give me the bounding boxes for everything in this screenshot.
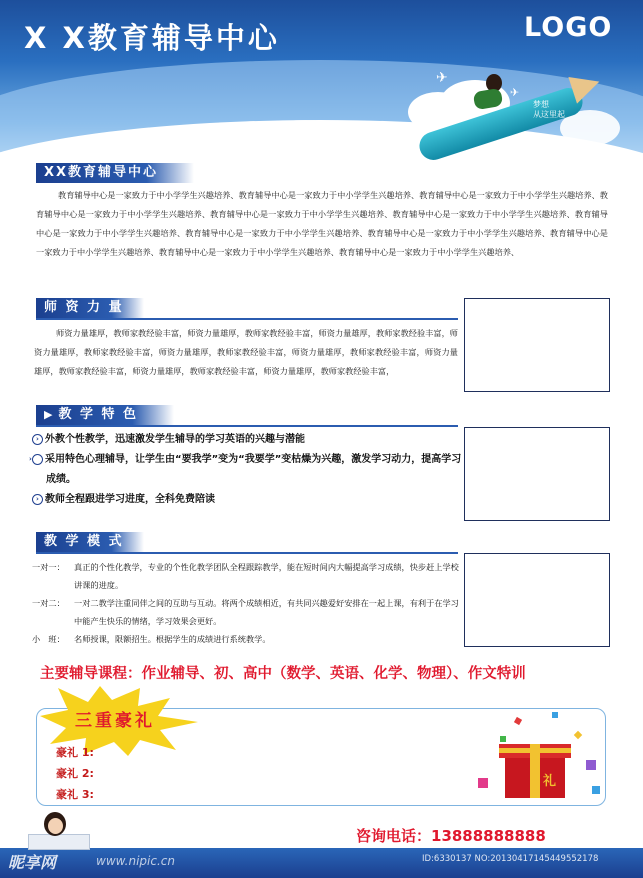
image-id-text: ID:6330137 NO:20130417145449552178 bbox=[422, 854, 599, 864]
arrow-circle-icon: › bbox=[32, 494, 43, 505]
photo-placeholder bbox=[464, 553, 610, 647]
teachers-text: 师资力量雄厚，教师家教经验丰富，师资力量雄厚，教师家教经验丰富，师资力量雄厚，教师家教经验丰富，师资力量雄厚，教师家教经验丰富，师资力量雄厚，教师家教经验丰富，师资力量雄厚，教师家教经验丰富，师资力量雄厚，教师家教经验丰富，师资力量雄厚，教师家教经验丰富，师资力量雄厚，教师家教经验丰富， bbox=[34, 328, 458, 376]
slogan: 梦想 从这里起 bbox=[533, 100, 565, 119]
list-item: 豪礼 3: bbox=[56, 788, 94, 801]
modes-heading: 教 学 模 式 bbox=[36, 532, 144, 552]
teachers-heading: 师 资 力 量 bbox=[36, 298, 144, 318]
intro-heading: XX教育辅导中心 bbox=[36, 163, 194, 183]
list-item: › 外教个性教学，迅速激发学生辅导的学习英语的兴趣与潜能 bbox=[32, 430, 464, 450]
arrow-circle-icon: › bbox=[32, 454, 43, 465]
features-list bbox=[29, 430, 464, 510]
arrow-circle-icon: › bbox=[32, 434, 43, 445]
page-title: X X教育辅导中心 bbox=[24, 21, 280, 55]
gift-title: 三重豪礼 bbox=[75, 711, 155, 731]
gift-char: 礼 bbox=[543, 774, 557, 789]
list-item: 小 班： 名师授课，限额招生。根据学生的成绩进行系统教学。 bbox=[32, 634, 271, 644]
photo-placeholder bbox=[464, 298, 610, 392]
features-heading: ▶ 教 学 特 色 bbox=[36, 405, 174, 425]
reading-girl-illustration bbox=[28, 834, 90, 850]
bird-icon: ✈ bbox=[510, 86, 520, 99]
bird-icon: ✈ bbox=[436, 70, 448, 86]
courses-line: 主要辅导课程：作业辅导、初、高中（数学、英语、化学、物理）、作文特训 bbox=[40, 666, 526, 682]
intro-text: 教育辅导中心是一家致力于中小学学生兴趣培养、教育辅导中心是一家致力于中小学学生兴趣培养、教育辅导中心是一家致力于中小学学生兴趣培养、教育辅导中心是一家致力于中小学学生兴趣培养、教育辅导中心是一家致力于中小学学生兴趣培养、教育辅导中心是一家致力于中小学学生兴趣培养、教育辅导中心是一家致力于中小学学生兴趣培养、教育辅导中心是一家致力于中小学学生兴趣培养、教育辅导中心是一家致力于中小学学生兴趣培养、教育辅导中心是一家致力于中小学学生兴趣培养、教育辅导中心是一家致力于中小学学生兴趣培养、教育辅导中心是一家致力于中小学学生兴趣培养、 bbox=[36, 190, 608, 257]
list-item: 一对二： 一对二教学注重同伴之间的互助与互动。将两个成绩相近，有共同兴趣爱好安排在一起上课，有利于在学习中能产生快乐的情绪，学习效果会更好。 bbox=[32, 598, 459, 626]
gift-list bbox=[56, 742, 94, 805]
watermark-brand: 昵享网 bbox=[8, 853, 57, 872]
list-item: › 采用特色心理辅导，让学生由“要我学”变为“我要学”变枯燥为兴趣，激发学习动力，提高学习成绩。 bbox=[29, 454, 462, 485]
list-item: › 教师全程跟进学习进度，全科免费陪读 bbox=[32, 490, 464, 510]
list-item: 豪礼 1: bbox=[56, 746, 94, 759]
watermark-url: www.nipic.cn bbox=[96, 854, 175, 868]
modes-list bbox=[32, 558, 460, 648]
contact-phone: 咨询电话：13888888888 bbox=[356, 827, 546, 845]
list-item: 一对一： 真正的个性化教学，专业的个性化教学团队全程跟踪教学，能在短时间内大幅提高学习成绩，快步赶上学校讲课的进度。 bbox=[32, 562, 459, 590]
play-arrow-icon: ▶ bbox=[44, 408, 55, 421]
photo-placeholder bbox=[464, 427, 610, 521]
list-item: 豪礼 2: bbox=[56, 767, 94, 780]
logo-text: LOGO bbox=[524, 12, 613, 43]
